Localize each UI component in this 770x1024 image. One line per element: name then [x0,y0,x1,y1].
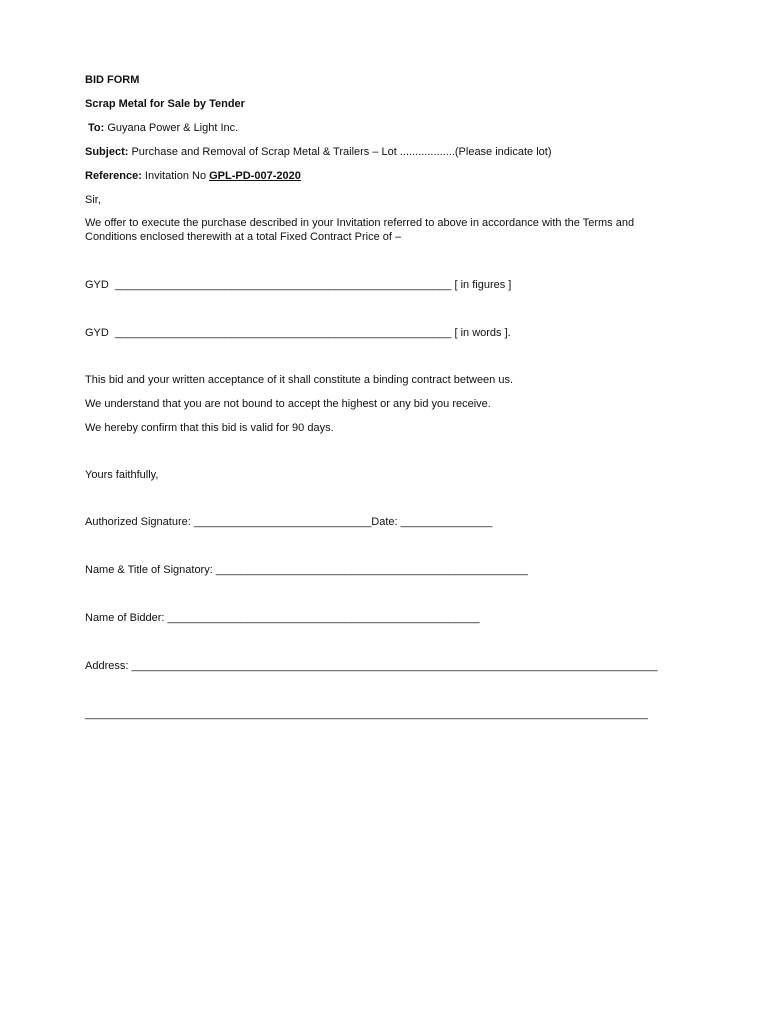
address-field-line-2: ____________________________________________________________________________________________ [85,708,648,720]
to-line [88,121,238,135]
to-value: Guyana Power & Light Inc. [104,122,239,134]
gyd-figures-field: GYD _______________________________________________________ [ in figures ] [85,279,512,291]
address-field: Address: ______________________________________________________________________________________ [85,660,658,672]
reference-prefix: Invitation No [141,170,210,182]
subject-line [85,145,551,159]
authorized-signature-field: Authorized Signature: _____________________________Date: _______________ [85,516,493,528]
reference-number: GPL-PD-007-2020 [209,170,301,182]
reference-label: Reference: [85,170,142,182]
to-label: To: [88,122,105,134]
reference-line [85,169,301,183]
binding-statement: This bid and your written acceptance of it shall constitute a binding contract between us. [85,374,514,386]
validity-statement: We hereby confirm that this bid is valid for 90 days. [85,422,334,434]
closing: Yours faithfully, [85,469,159,481]
signatory-field: Name & Title of Signatory: ___________________________________________________ [85,564,528,576]
not-bound-statement: We understand that you are not bound to accept the highest or any bid you receive. [85,398,491,410]
subject-label: Subject: [85,146,129,158]
offer-paragraph: We offer to execute the purchase described in your Invitation referred to above in accordance with the Terms and Conditions enclosed therewith at a total Fixed Contract Price of – [85,217,635,243]
gyd-words-field: GYD _______________________________________________________ [ in words ]. [85,327,511,339]
subject-value: Purchase and Removal of Scrap Metal & Trailers – Lot ..................(Please indicate lot) [128,146,552,158]
bidder-field: Name of Bidder: ___________________________________________________ [85,612,480,624]
form-title: BID FORM [85,74,140,86]
form-subtitle: Scrap Metal for Sale by Tender [85,98,245,110]
salutation: Sir, [85,194,101,206]
